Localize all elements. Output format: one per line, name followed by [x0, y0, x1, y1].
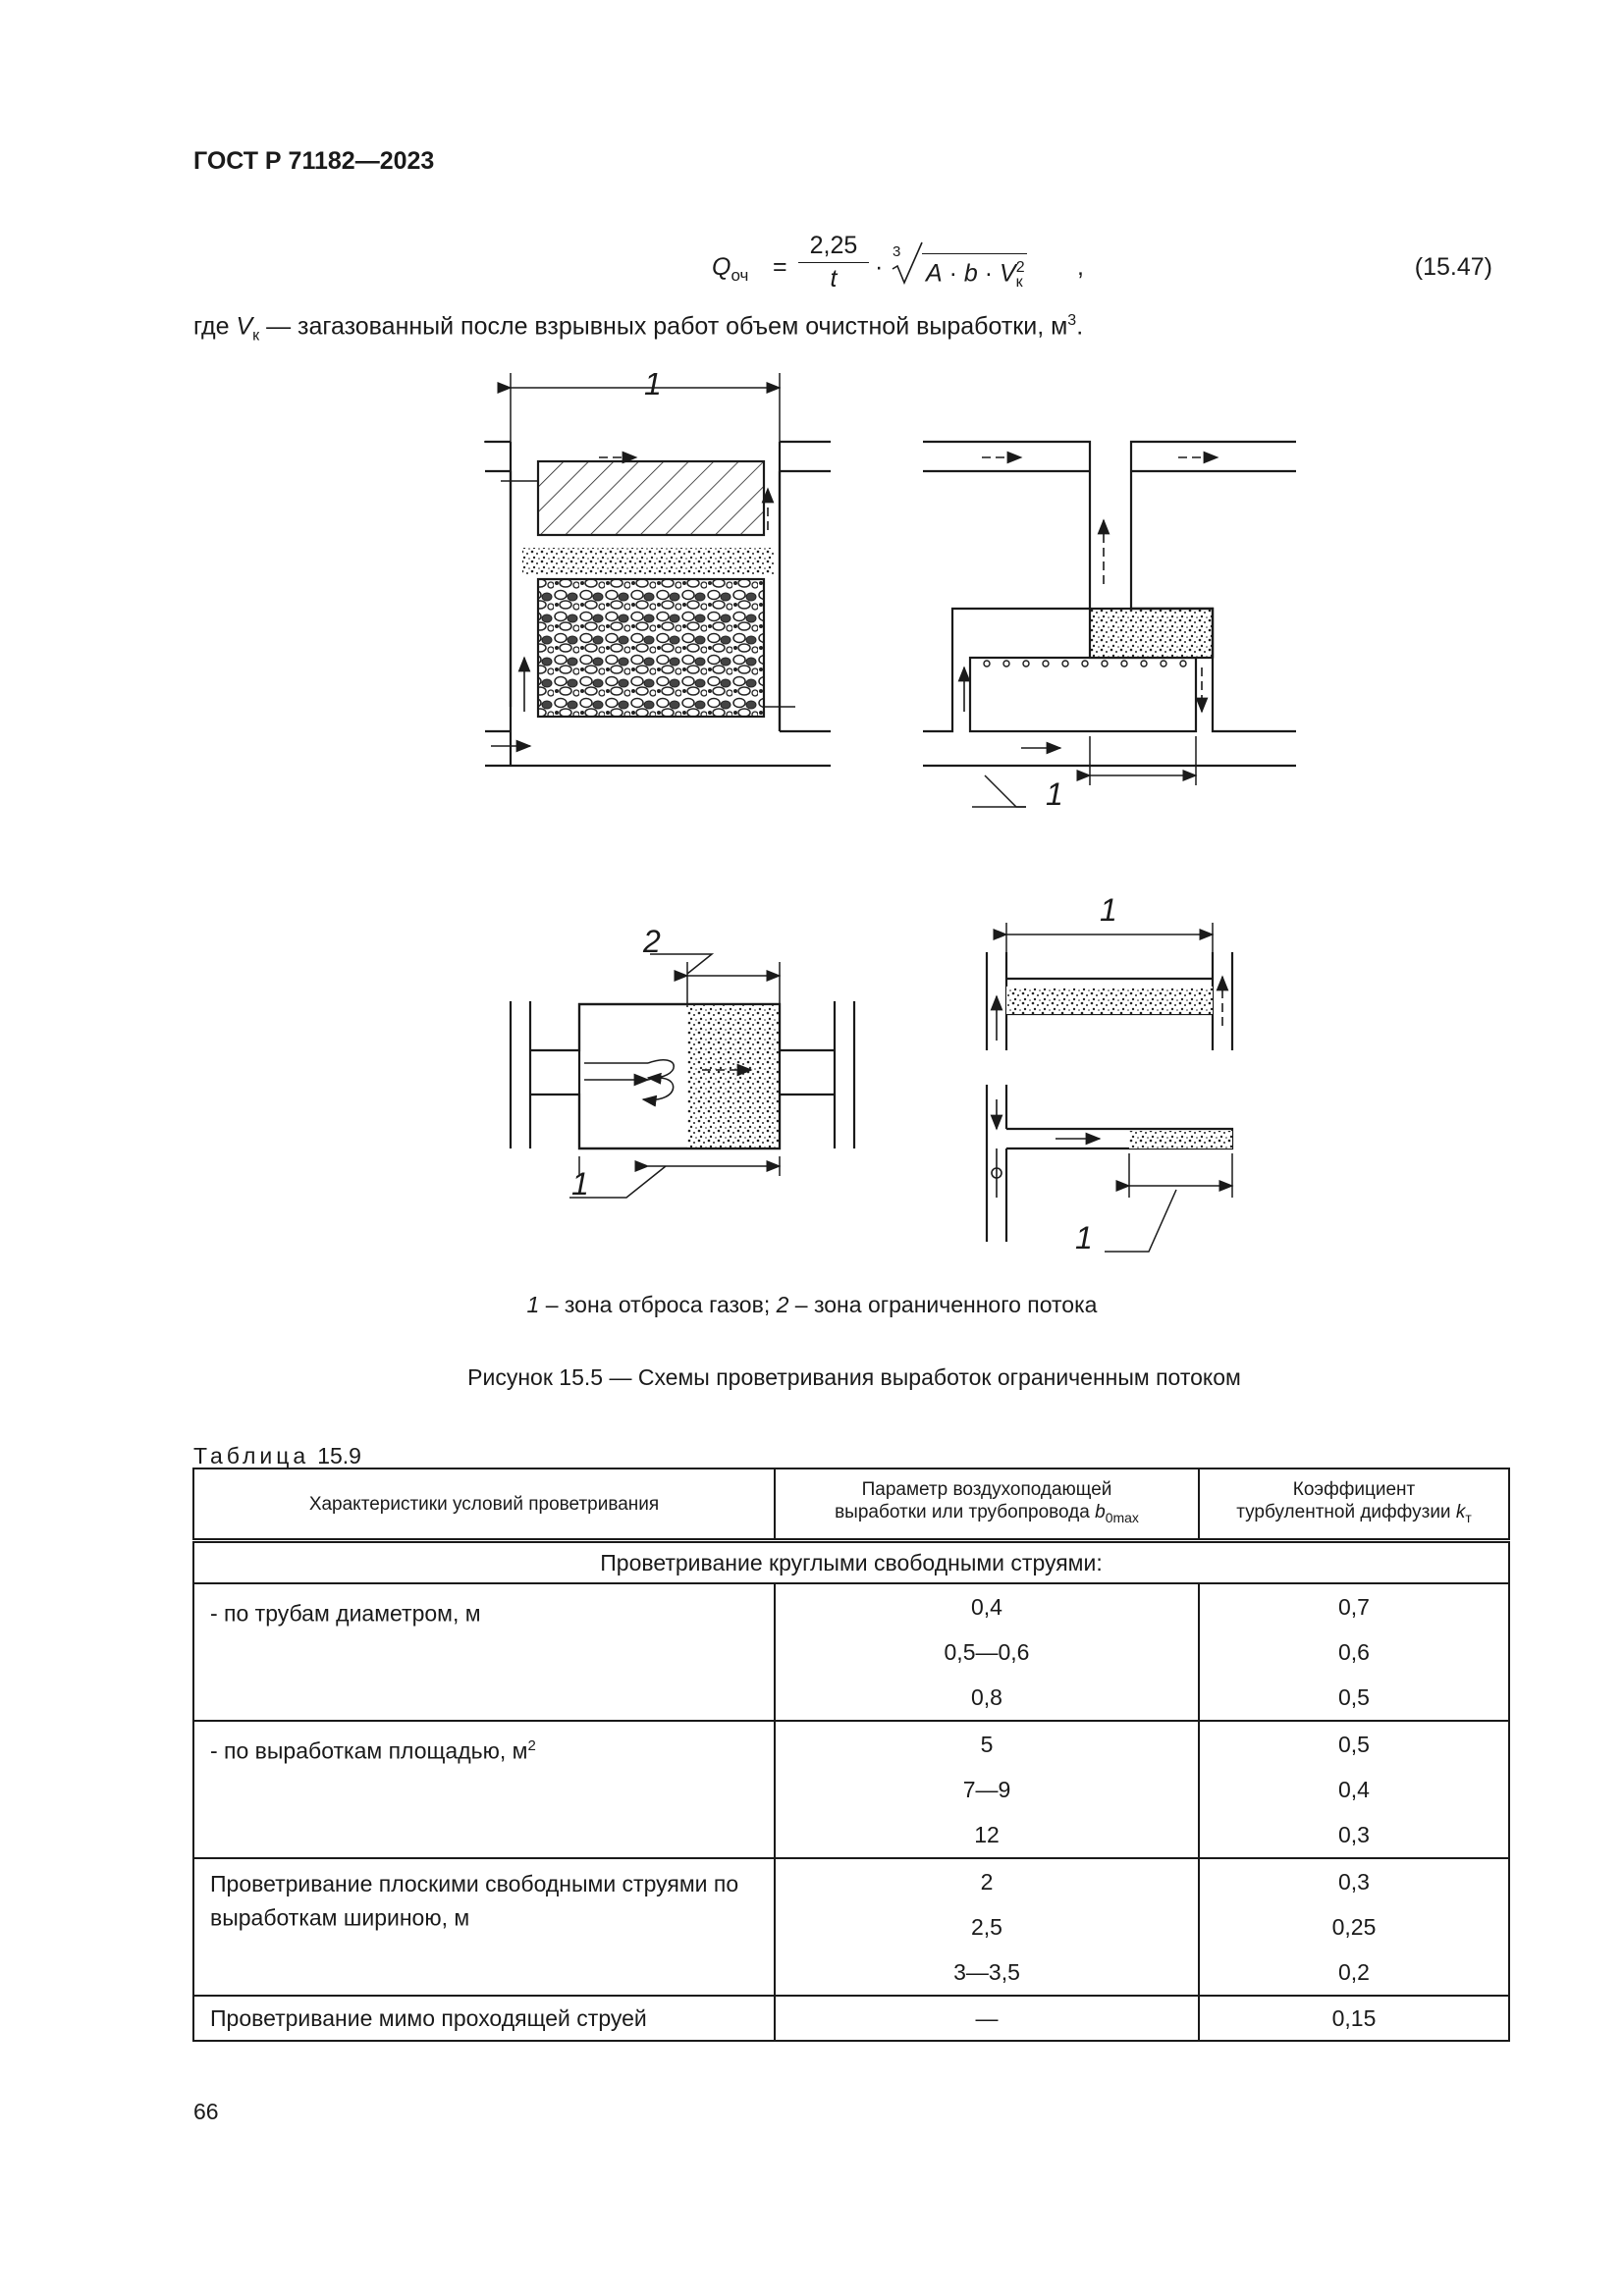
- figure-legend: 1 – зона отброса газов; 2 – зона ограниченного потока: [526, 1292, 1098, 1317]
- formula-root-index: 3: [893, 243, 901, 260]
- formula-dot: ·: [875, 253, 884, 281]
- table-label: Таблица 15.9: [193, 1443, 361, 1468]
- row-label: Проветривание плоскими свободными струями по выработкам шириною, м: [193, 1858, 775, 1996]
- equation-number: (15.47): [1414, 253, 1492, 281]
- broken-rock: [538, 579, 764, 717]
- table-row: [193, 1721, 1509, 1858]
- row-label: Проветривание мимо проходящей струей: [193, 1996, 775, 2041]
- figure-label-2: 1: [571, 1166, 589, 1201]
- table-15-9: [192, 1468, 1510, 2042]
- table-row: [193, 1858, 1509, 1996]
- row-params: 0,4 0,5—0,6 0,8: [775, 1583, 1199, 1721]
- formula-fraction: [798, 232, 869, 294]
- row-params: 2 2,5 3—3,5: [775, 1858, 1199, 1996]
- formula-numerator: 2,25: [798, 232, 869, 263]
- figure-label-1: 1: [1046, 776, 1063, 812]
- table-section-row: [193, 1541, 1509, 1584]
- row-param: —: [775, 1996, 1199, 2041]
- table-row: [193, 1583, 1509, 1721]
- section-title: Проветривание круглыми свободными струями:: [193, 1541, 1509, 1584]
- gas-zone: [1090, 609, 1213, 658]
- formula-denominator: t: [830, 265, 838, 293]
- header-conditions: Характеристики условий проветривания: [193, 1468, 775, 1541]
- row-coef: 0,15: [1199, 1996, 1509, 2041]
- row-coefs: 0,5 0,4 0,3: [1199, 1721, 1509, 1858]
- formula-15-47: [712, 232, 1105, 310]
- row-coefs: 0,3 0,25 0,2: [1199, 1858, 1509, 1996]
- coal-face: [538, 461, 764, 535]
- table-header-row: [193, 1468, 1509, 1541]
- header-parameter: Параметр воздухоподающей выработки или трубопровода $b_{0max}$: [775, 1468, 1199, 1541]
- formula-lhs: $Q_{оч}$: [712, 253, 749, 285]
- header-coefficient: Коэффициент турбулентной диффузии $k_т$: [1199, 1468, 1509, 1541]
- formula-comma: ,: [1077, 253, 1084, 281]
- inner-duct: [970, 658, 1196, 731]
- ventilation-schemes-figure: [452, 373, 1296, 1276]
- formula-explanation: где $V_к$ — загазованный после взрывных работ объем очистной выработки, $м^3$.: [193, 312, 1084, 345]
- formula-radicand: $A \cdot b \cdot V^2_к$: [922, 253, 1027, 296]
- figure-caption: Рисунок 15.5 — Схемы проветривания выработок ограниченным потоком: [467, 1364, 1241, 1390]
- gas-zone: [1129, 1131, 1232, 1148]
- page-number: 66: [193, 2099, 219, 2124]
- formula-equals: =: [773, 253, 787, 281]
- row-label: - по выработкам площадью, $м^2$: [193, 1721, 775, 1858]
- gas-zone: [687, 1004, 780, 1148]
- figure-label-1: 1: [1100, 892, 1117, 928]
- doc-code: ГОСТ Р 71182—2023: [193, 147, 435, 175]
- gas-zone: [522, 548, 774, 575]
- row-params: 5 7—9 12: [775, 1721, 1199, 1858]
- gas-zone: [1006, 987, 1213, 1014]
- row-coefs: 0,7 0,6 0,5: [1199, 1583, 1509, 1721]
- row-label: - по трубам диаметром, м: [193, 1583, 775, 1721]
- figure-label-1: 2: [643, 924, 661, 959]
- table-row: [193, 1996, 1509, 2041]
- figure-label-1: 1: [644, 373, 662, 401]
- figure-label-1: 1: [1075, 1220, 1093, 1255]
